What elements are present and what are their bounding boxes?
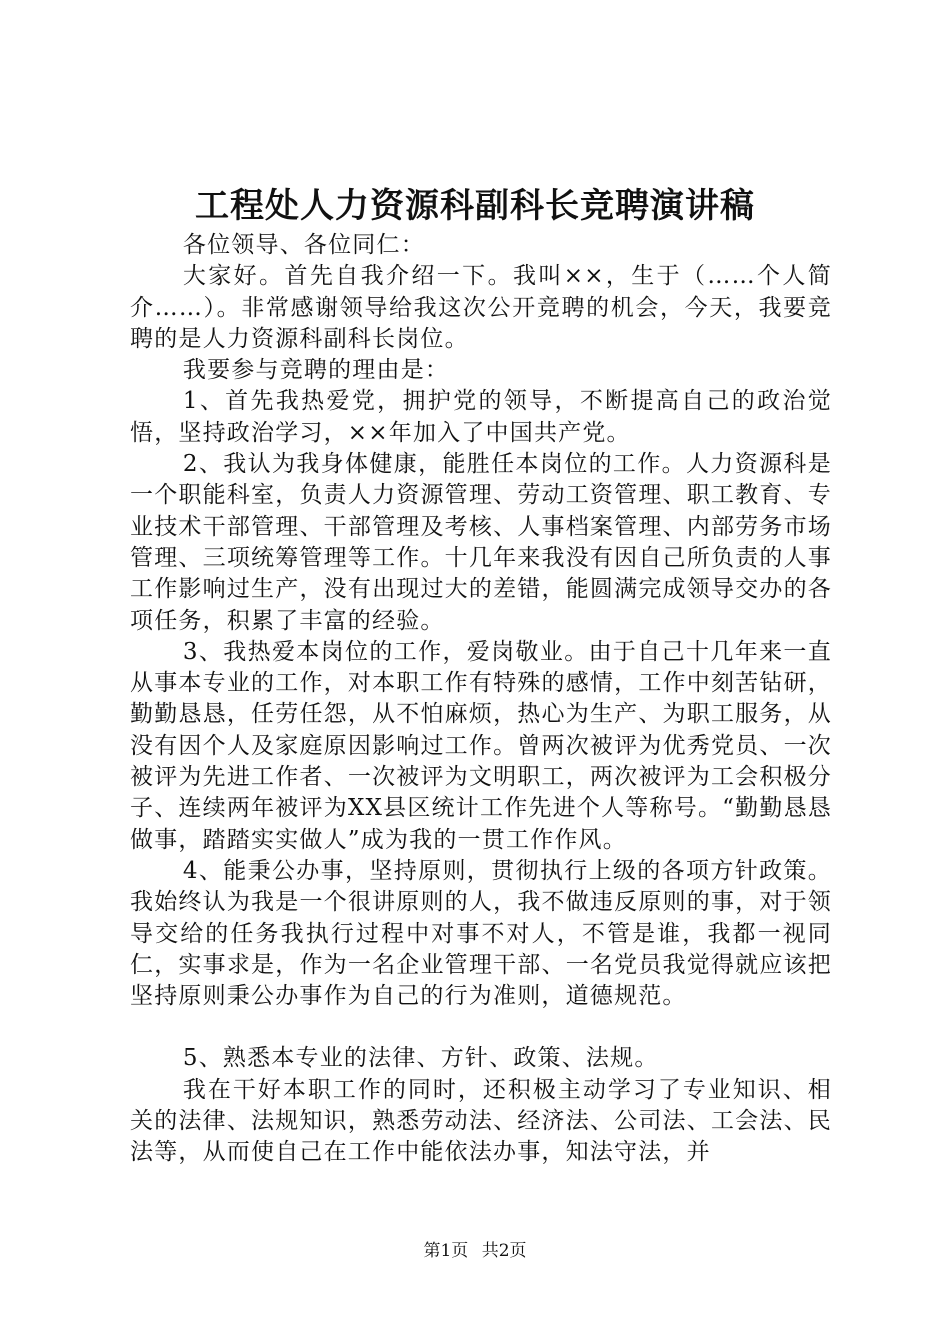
document-body [130, 230, 832, 1169]
reason-1-paragraph: 1、首先我热爱党，拥护党的领导，不断提高自己的政治觉悟，坚持政治学习，××年加入了中国共产党。 [130, 388, 832, 446]
page-number: 第1页 [423, 1241, 469, 1261]
reason-4-paragraph: 4、能秉公办事，坚持原则，贯彻执行上级的各项方针政策。我始终认为我是一个很讲原则的人，我不做违反原则的事，对于领导交给的任务我执行过程中对事不对人，不管是谁，我都一视同仁，实事求是，作为一名企业管理干部、一名党员我觉得就应该把坚持原则秉公办事作为自己的行为准则，道德规范。 [130, 857, 832, 1010]
reason-2-paragraph: 2、我认为我身体健康，能胜任本岗位的工作。人力资源科是一个职能科室，负责人力资源管理、劳动工资管理、职工教育、专业技术干部管理、干部管理及考核、人事档案管理、内部劳务市场管理、三项统筹管理等工作。十几年来我没有因自己所负责的人事工作影响过生产，没有出现过大的差错，能圆满完成领导交办的各项任务，积累了丰富的经验。 [130, 451, 832, 634]
document-title: 工程处人力资源科副科长竞聘演讲稿 [195, 186, 755, 226]
page-total: 共2页 [481, 1241, 527, 1261]
reason-5-detail-paragraph: 我在干好本职工作的同时，还积极主动学习了专业知识、相关的法律、法规知识，熟悉劳动法、经济法、公司法、工会法、民法等，从而使自己在工作中能依法办事，知法守法，并 [130, 1076, 832, 1166]
reason-3-paragraph: 3、我热爱本岗位的工作，爱岗敬业。由于自己十几年来一直从事本专业的工作，对本职工作有特殊的感情，工作中刻苦钻研，勤勤恳恳，任劳任怨，从不怕麻烦，热心为生产、为职工服务，从没有因个人及家庭原因影响过工作。曾两次被评为优秀党员、一次被评为先进工作者、一次被评为文明职工，两次被评为工会积极分子、连续两年被评为XX县区统计工作先进个人等称号。“勤勤恳恳做事，踏踏实实做人”成为我的一贯工作作风。 [130, 638, 832, 853]
intro-paragraph: 大家好。首先自我介绍一下。我叫××，生于（……个人简介……）。非常感谢领导给我这次公开竞聘的机会，今天，我要竞聘的是人力资源科副科长岗位。 [130, 263, 832, 352]
salutation-paragraph: 各位领导、各位同仁： [182, 232, 425, 258]
reasons-heading-paragraph: 我要参与竞聘的理由是： [182, 357, 450, 384]
reason-5-paragraph: 5、熟悉本专业的法律、方针、政策、法规。 [182, 1045, 659, 1072]
page-footer [0, 1240, 950, 1262]
